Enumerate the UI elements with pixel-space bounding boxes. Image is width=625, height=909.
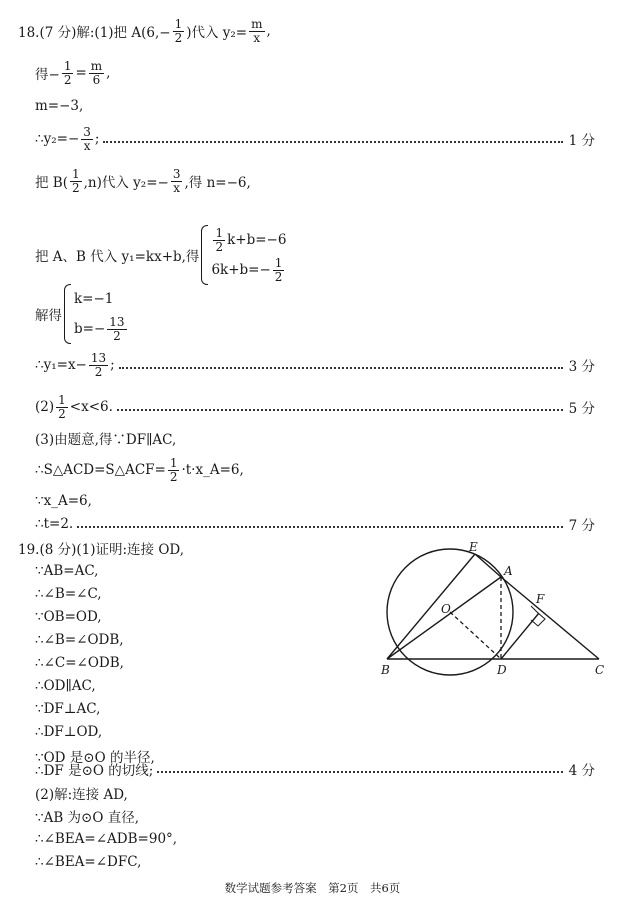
score-label: 4 分 bbox=[568, 763, 595, 779]
label-d: D bbox=[497, 663, 507, 677]
dot-leader bbox=[77, 526, 562, 528]
q18-line-12: ∵x_A=6, bbox=[35, 493, 92, 509]
q18-line-7: 解得 k=−1 b=− $\frac{13}{2}$ bbox=[35, 287, 625, 341]
fraction: $\frac{1}{2}$ bbox=[58, 392, 66, 421]
fraction: $\frac{3}{x}$ bbox=[172, 166, 181, 195]
label-b: B bbox=[381, 663, 390, 677]
q18-line-9: (2) $\frac{1}{2}$ <x<6. 5 分 bbox=[35, 392, 595, 421]
label-e: E bbox=[469, 540, 478, 554]
q18-line-3: m=−3, bbox=[35, 98, 84, 114]
fraction: $\frac{3}{x}$ bbox=[83, 124, 91, 153]
fraction: $\frac{1}{2}$ bbox=[63, 58, 72, 87]
fraction: $\frac{1}{2}$ bbox=[71, 166, 80, 195]
label-a: A bbox=[504, 564, 513, 578]
fraction: $\frac{13}{2}$ bbox=[109, 314, 125, 343]
q19-line-5: ∴∠B=∠ODB, bbox=[35, 632, 124, 648]
equation-system: $\frac{1}{2}$ k+b=−6 6k+b=− $\frac{1}{2}$ bbox=[201, 225, 286, 285]
q19-line-7: ∴OD∥AC, bbox=[35, 678, 96, 694]
q19-line-6: ∴∠C=∠ODB, bbox=[35, 655, 124, 671]
fraction: $\frac{m}{x}$ bbox=[251, 16, 263, 45]
dot-leader bbox=[157, 771, 562, 773]
fraction: $\frac{1}{2}$ bbox=[174, 16, 183, 45]
q19-line-8: ∵DF⊥AC, bbox=[35, 701, 101, 717]
dot-leader bbox=[103, 141, 562, 143]
q19-line-3: ∴∠B=∠C, bbox=[35, 586, 102, 602]
q19-part2-line-3: ∴∠BEA=∠ADB=90°, bbox=[35, 831, 178, 847]
q19-part2-line-2: ∵AB 为⊙O 直径, bbox=[35, 810, 140, 826]
page-footer: 数学试题参考答案 第2页 共6页 bbox=[224, 881, 401, 895]
fraction: $\frac{1}{2}$ bbox=[274, 255, 283, 284]
q18-line-10: (3)由题意,得∵DF∥AC, bbox=[35, 432, 177, 448]
label-o: O bbox=[441, 602, 451, 616]
label-f: F bbox=[536, 592, 545, 606]
q19-line-9: ∴DF⊥OD, bbox=[35, 724, 103, 740]
q19-part2-line-4: ∴∠BEA=∠DFC, bbox=[35, 854, 142, 870]
score-label: 3 分 bbox=[568, 359, 595, 375]
q19-line-10: ∵OD 是⊙O 的半径, bbox=[35, 750, 155, 766]
q18-line-8: ∴y₁=x− $\frac{13}{2}$ ; 3 分 bbox=[35, 350, 595, 379]
score-label: 1 分 bbox=[568, 133, 595, 149]
q19-line-1: 19.(8 分)(1)证明:连接 OD, bbox=[18, 542, 185, 558]
q19-tangent-line: ∴DF 是⊙O 的切线; 4 分 bbox=[35, 758, 625, 780]
q19-part2-line-1: (2)解:连接 AD, bbox=[35, 787, 128, 803]
q18-line-6: 把 A、B 代入 y₁=kx+b,得 $\frac{1}{2}$ k+b=−6 6k+b=− $\frac{1}{2}$ bbox=[35, 225, 287, 284]
score-label: 5 分 bbox=[568, 401, 595, 417]
fraction: $\frac{1}{2}$ bbox=[169, 455, 178, 484]
q18-line-4: ∴y₂=− $\frac{3}{x}$ ; 1 分 bbox=[35, 124, 595, 153]
q18-line-1: 18.(7 分)解:(1)把 A(6,− $\frac{1}{2}$ )代入 y₂= $\frac{m}{x}$ , bbox=[18, 16, 271, 45]
q19-line-2: ∵AB=AC, bbox=[35, 563, 99, 579]
q18-line-13: ∴t=2. 7 分 bbox=[35, 516, 595, 534]
equation-system: k=−1 b=− $\frac{13}{2}$ bbox=[64, 284, 129, 344]
label-c: C bbox=[595, 663, 605, 677]
dot-leader bbox=[119, 367, 563, 369]
q18-line-5: 把 B( $\frac{1}{2}$ ,n)代入 y₂=− $\frac{3}{x}$ ,得 n=−6, bbox=[35, 166, 251, 195]
fraction: $\frac{1}{2}$ bbox=[215, 225, 224, 254]
score-label: 7 分 bbox=[568, 518, 595, 534]
q18-line-11: ∴S△ACD=S△ACF= $\frac{1}{2}$ ·t·x_A=6, bbox=[35, 455, 244, 484]
fraction: $\frac{m}{6}$ bbox=[90, 58, 103, 87]
q18-line-2: 得− $\frac{1}{2}$ = $\frac{m}{6}$ , bbox=[35, 58, 111, 87]
q19-line-4: ∵OB=OD, bbox=[35, 609, 102, 625]
dot-leader bbox=[117, 409, 563, 411]
fraction: $\frac{13}{2}$ bbox=[90, 350, 107, 379]
